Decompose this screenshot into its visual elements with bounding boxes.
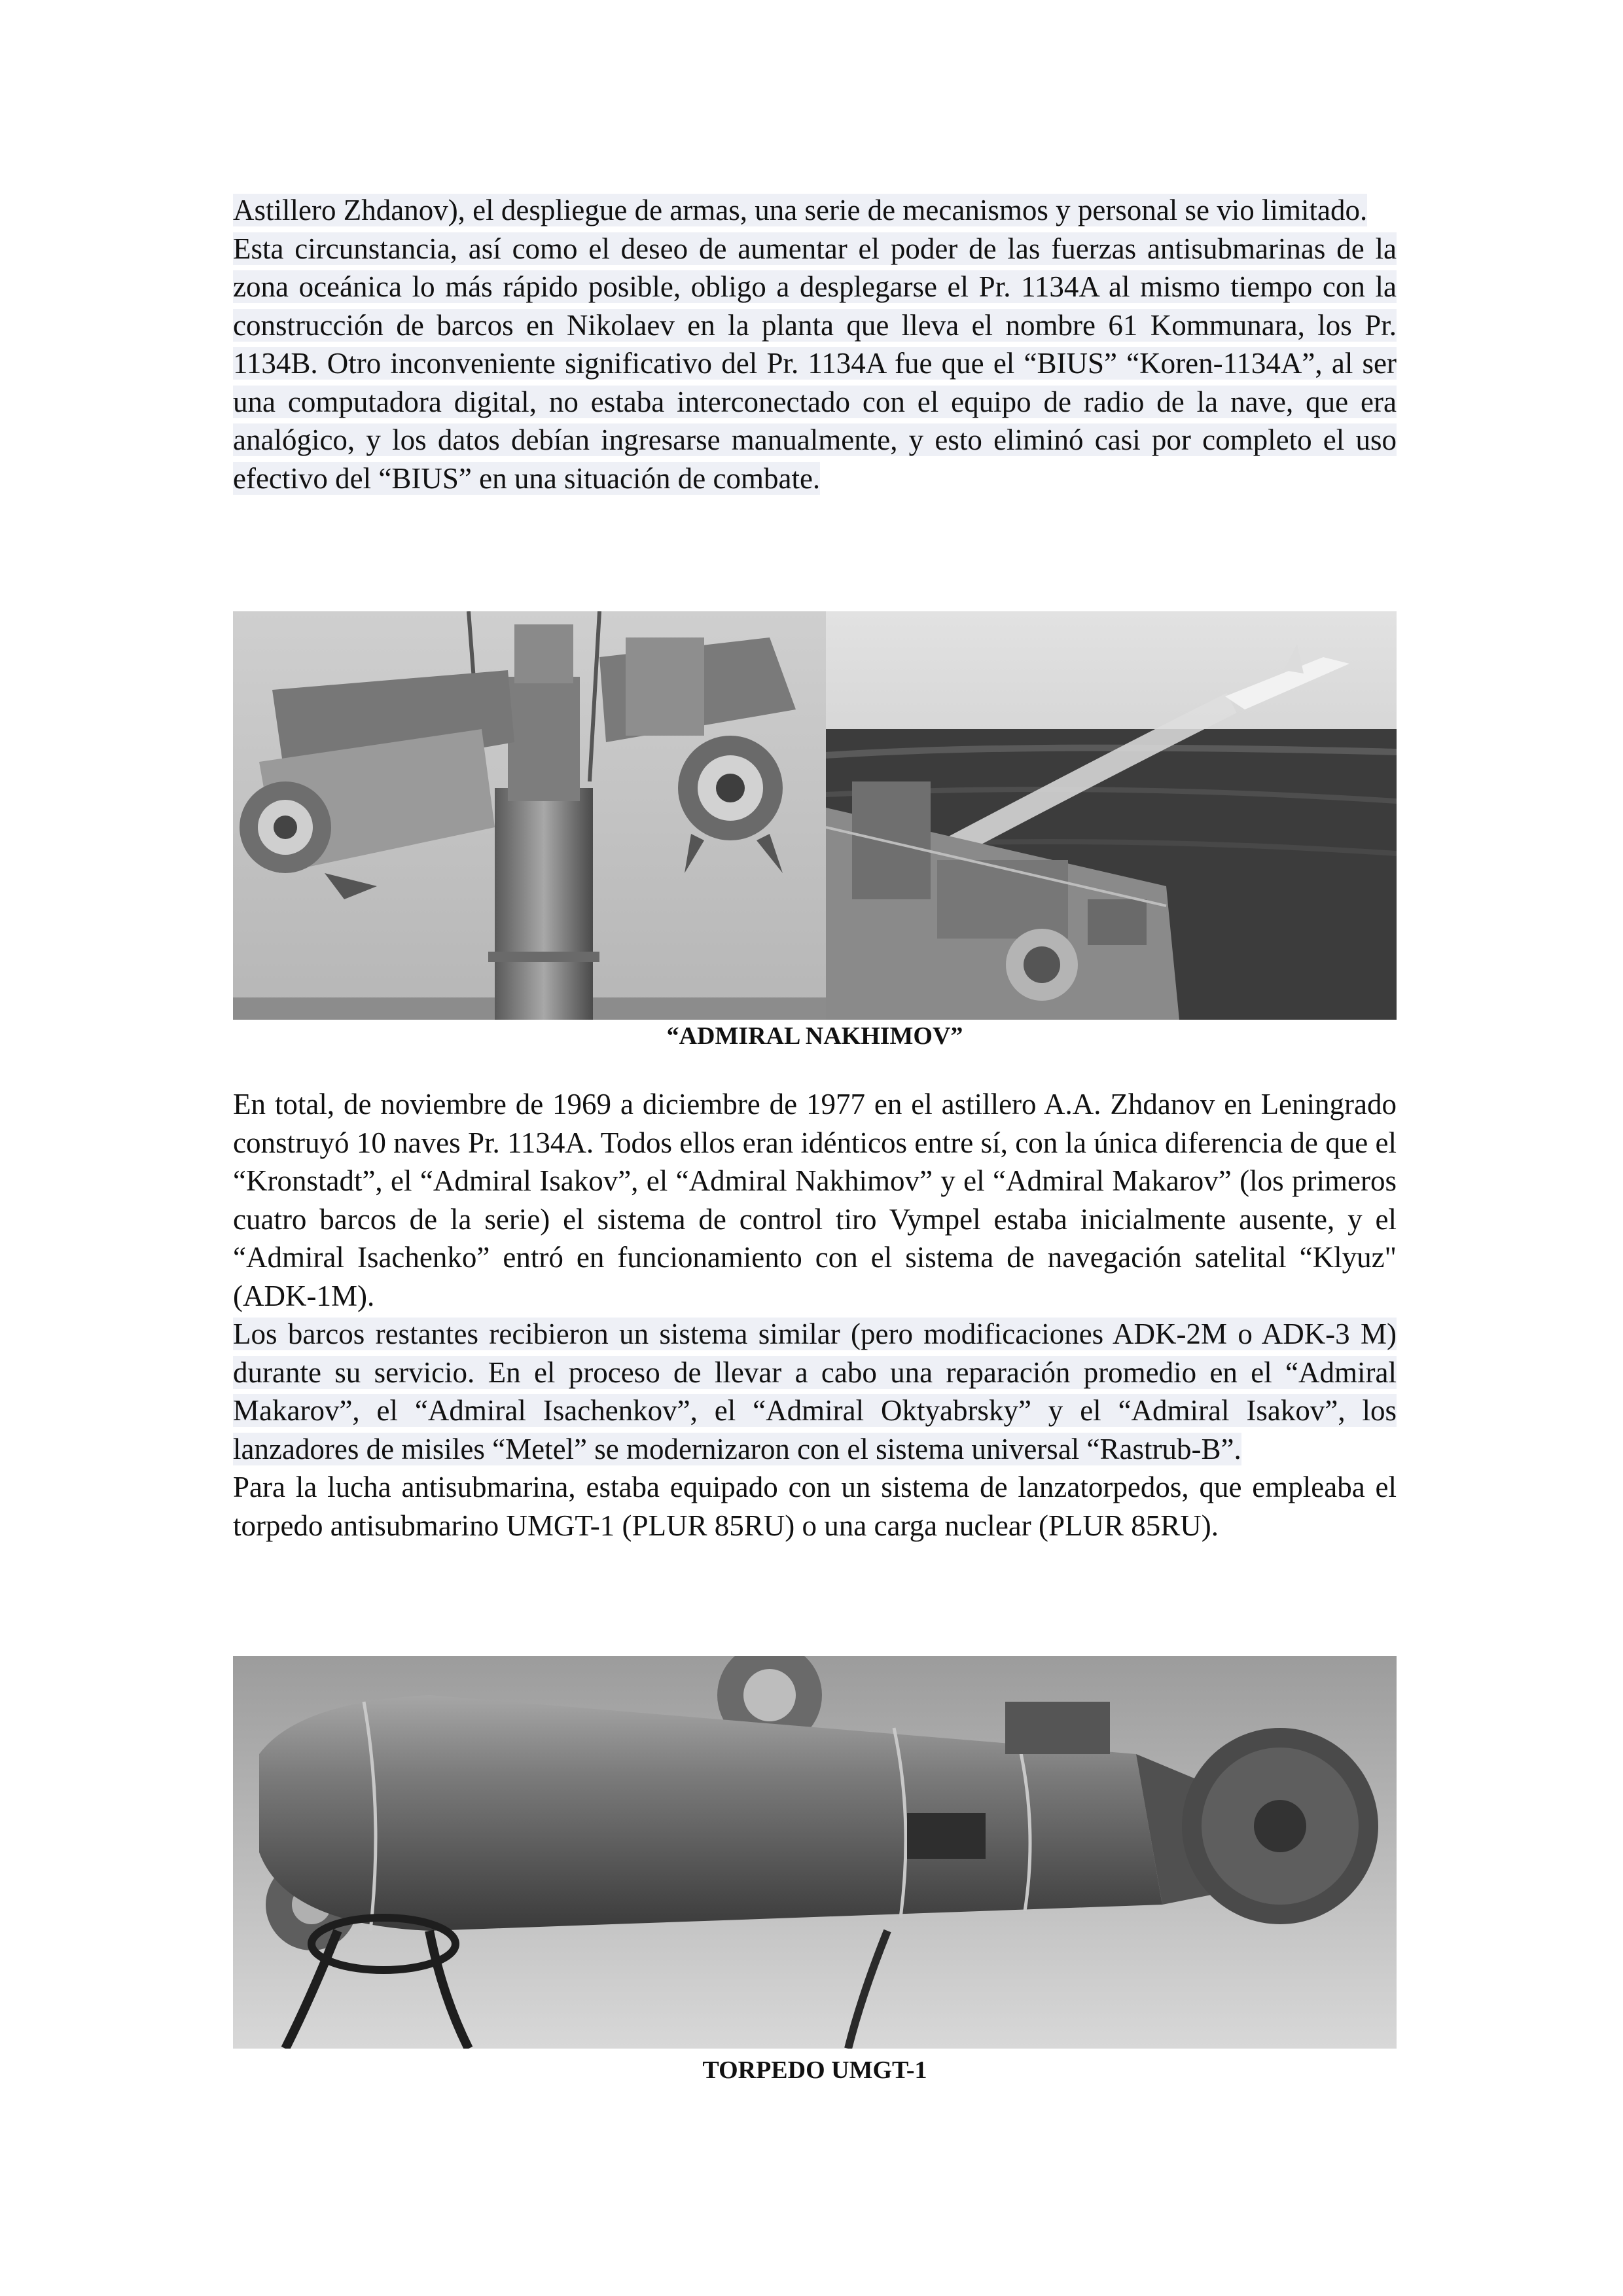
paragraph: Para la lucha antisubmarina, estaba equipado con un sistema de lanzatorpedos, que empleaba el torpedo antisubmarino UMGT-1 (PLUR 85RU) o una carga nuclear (PLUR 85RU).: [233, 1471, 1397, 1542]
text-block-middle: [233, 1085, 1397, 1545]
torpedo-photo: [233, 1656, 1397, 2049]
text-block-top: [233, 191, 1397, 497]
paragraph: Astillero Zhdanov), el despliegue de armas, una serie de mecanismos y personal se vio limitado.: [233, 194, 1368, 226]
paragraph: Los barcos restantes recibieron un sistema similar (pero modificaciones ADK-2M o ADK-3 M) durante su servicio. En el proceso de llevar a cabo una reparación promedio en el “Admiral Makarov”, el “Admiral Isachenkov”, el “Admiral Oktyabrsky” y el “Admiral Isakov”, los lanzadores de misiles “Metel” se modernizaron con el sistema universal “Rastrub-B”.: [233, 1318, 1397, 1465]
paragraph: Esta circunstancia, así como el deseo de aumentar el poder de las fuerzas antisubmarinas de la zona oceánica lo más rápido posible, obligo a desplegarse el Pr. 1134A al mismo tiempo con la construcción de barcos en Nikolaev en la planta que lleva el nombre 61 Kommunara, los Pr. 1134B. Otro inconveniente significativo del Pr. 1134A fue que el “BIUS” “Koren-1134A”, al ser una computadora digital, no estaba interconectado con el equipo de radio de la nave, que era analógico, y los datos debían ingresarse manualmente, y esto eliminó casi por completo el uso efectivo del “BIUS” en una situación de combate.: [233, 232, 1397, 495]
ship-missile-launch-photo: [826, 611, 1397, 1020]
figure-caption: TORPEDO UMGT-1: [702, 2056, 927, 2084]
missile-launcher-photo: [233, 611, 826, 1020]
paragraph: En total, de noviembre de 1969 a diciembre de 1977 en el astillero A.A. Zhdanov en Leningrado construyó 10 naves Pr. 1134A. Todos ellos eran idénticos entre sí, con la única diferencia de que el “Kronstadt”, el “Admiral Isakov”, el “Admiral Nakhimov” y el “Admiral Makarov” (los primeros cuatro barcos de la serie) el sistema de control tiro Vympel estaba inicialmente ausente, y el “Admiral Isachenko” entró en funcionamiento con el sistema de navegación satelital “Klyuz"(ADK-1M).: [233, 1088, 1397, 1312]
figure-caption: “ADMIRAL NAKHIMOV”: [666, 1022, 963, 1050]
